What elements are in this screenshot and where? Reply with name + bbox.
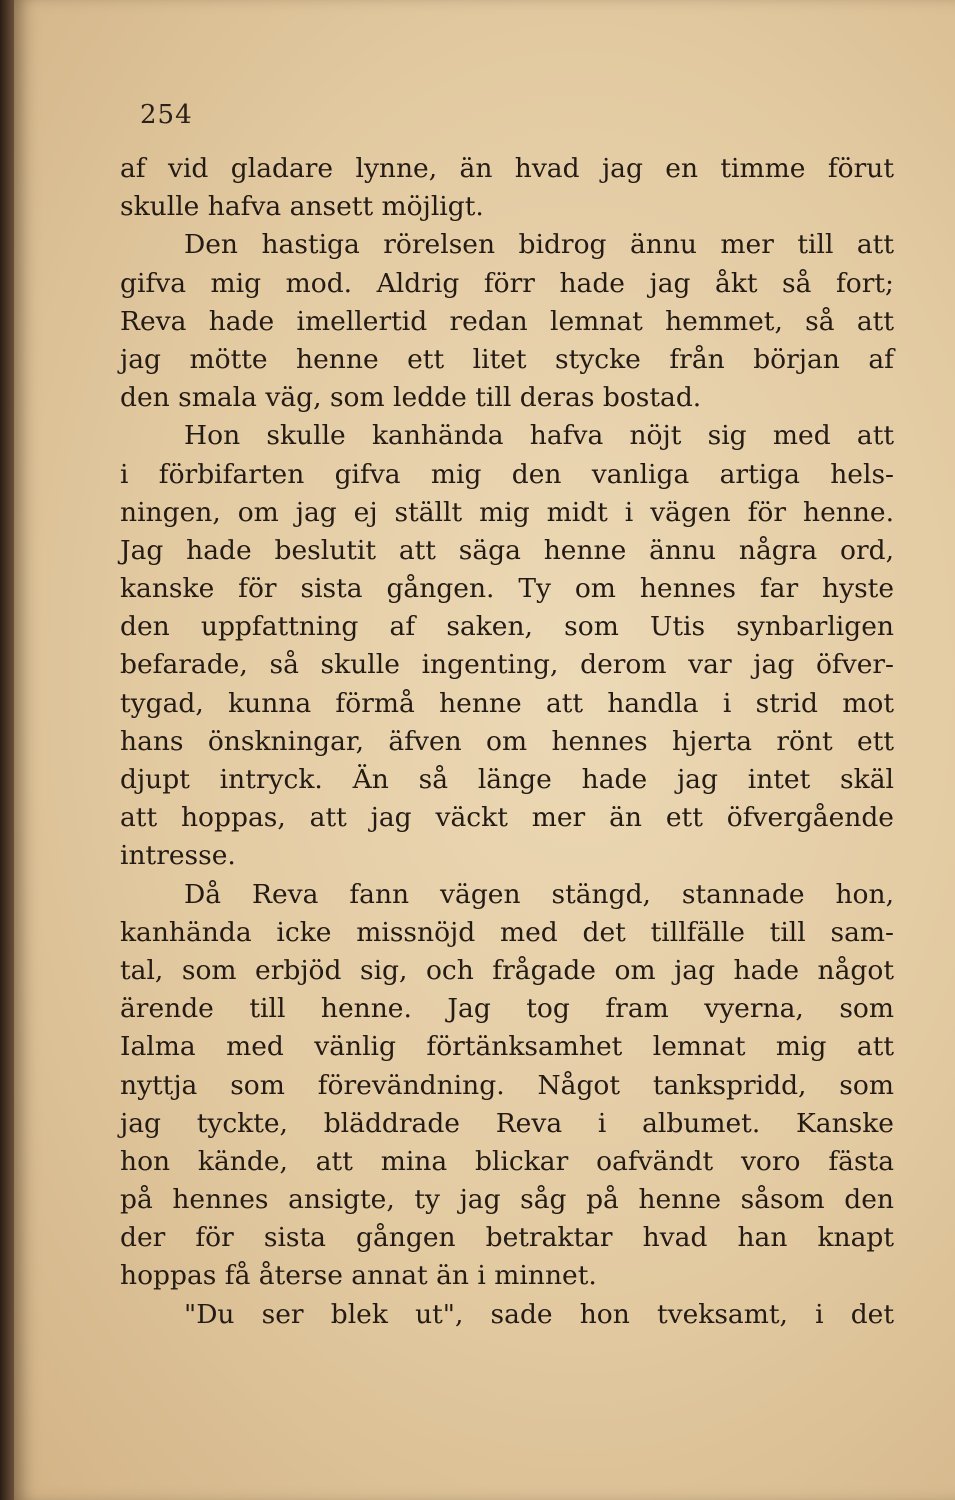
text-line: nyttja som förevändning. Något tankspridd, som bbox=[120, 1069, 894, 1101]
text-line: jag mötte henne ett litet stycke från början af bbox=[120, 343, 894, 375]
text-line: kanske för sista gången. Ty om hennes far hyste bbox=[120, 573, 894, 605]
text-line: på hennes ansigte, ty jag såg på henne såsom den bbox=[120, 1184, 894, 1216]
text-line: tygad, kunna förmå henne att handla i strid mot bbox=[120, 687, 894, 719]
text-line: af vid gladare lynne, än hvad jag en timme förut bbox=[120, 153, 894, 184]
text-line: der för sista gången betraktar hvad han knapt bbox=[120, 1222, 894, 1254]
text-line: den smala väg, som ledde till deras bostad. bbox=[120, 382, 702, 414]
text-line: Ialma med vänlig förtänksamhet lemnat mig att bbox=[120, 1031, 894, 1063]
body-text bbox=[120, 150, 894, 1334]
text-line: Då Reva fann vägen stängd, stannade hon, bbox=[184, 878, 894, 910]
page-number: 254 bbox=[140, 100, 193, 130]
text-line: kanhända icke missnöjd med det tillfälle till sam- bbox=[120, 916, 894, 948]
text-line: Reva hade imellertid redan lemnat hemmet, så att bbox=[120, 305, 894, 337]
text-line: hans önskningar, äfven om hennes hjerta rönt ett bbox=[120, 725, 894, 757]
text-line: hon kände, att mina blickar oafvändt voro fästa bbox=[120, 1145, 894, 1177]
text-line: Den hastiga rörelsen bidrog ännu mer till att bbox=[184, 229, 894, 261]
text-line: djupt intryck. Än så länge hade jag intet skäl bbox=[120, 764, 894, 795]
text-line: intresse. bbox=[120, 840, 236, 872]
text-line: gifva mig mod. Aldrig förr hade jag åkt så fort; bbox=[120, 267, 894, 299]
text-line: "Du ser blek ut", sade hon tveksamt, i det bbox=[184, 1298, 894, 1330]
book-page bbox=[14, 0, 955, 1500]
text-line: i förbifarten gifva mig den vanliga artiga hels- bbox=[120, 458, 894, 490]
text-line: att hoppas, att jag väckt mer än ett öfvergående bbox=[120, 802, 894, 834]
text-line: den uppfattning af saken, som Utis synbarligen bbox=[120, 611, 894, 643]
text-line: jag tyckte, bläddrade Reva i albumet. Kanske bbox=[120, 1107, 894, 1139]
text-line: skulle hafva ansett möjligt. bbox=[120, 191, 484, 223]
text-line: hoppas få återse annat än i minnet. bbox=[120, 1260, 597, 1292]
text-line: tal, som erbjöd sig, och frågade om jag hade något bbox=[120, 954, 894, 986]
text-line: ningen, om jag ej ställt mig midt i vägen för henne. bbox=[120, 496, 894, 528]
text-line: Hon skulle kanhända hafva nöjt sig med att bbox=[184, 420, 894, 452]
text-line: befarade, så skulle ingenting, derom var jag öfver- bbox=[120, 649, 894, 681]
text-line: ärende till henne. Jag tog fram vyerna, som bbox=[120, 993, 894, 1025]
text-line: Jag hade beslutit att säga henne ännu några ord, bbox=[120, 534, 894, 566]
